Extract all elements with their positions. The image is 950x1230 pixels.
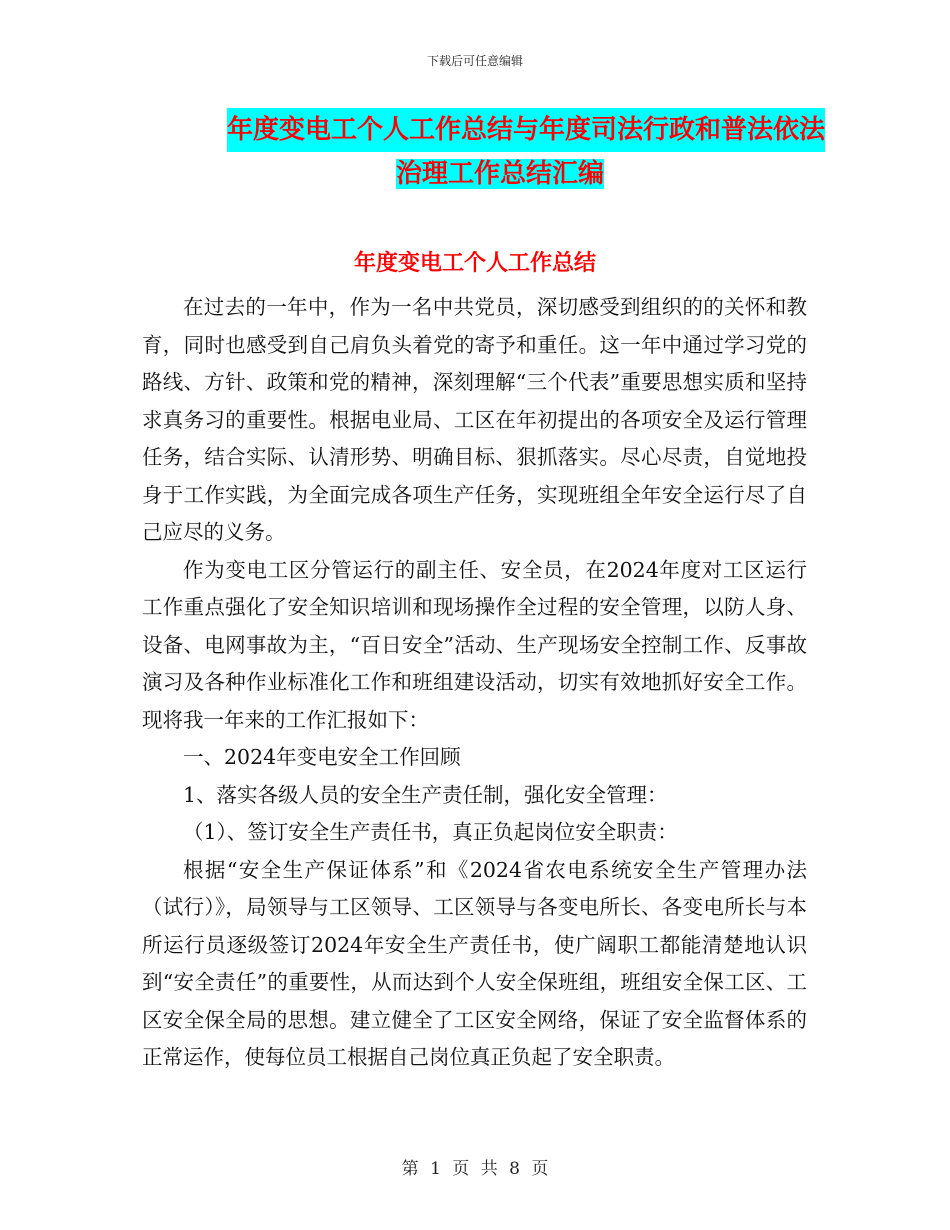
paragraph: 根据“安全生产保证体系”和《2024省农电系统安全生产管理办法（试行）》，局领导与工区领导、工区领导与各变电所长、各变电所长与本所运行员逐级签订2024年安全生产责任书，使广阔职工都能清楚地认识到“安全责任”的重要性，从而达到个人安全保班组，班组安全保工区、工区安全保全局的思想。建立健全了工区安全网络，保证了安全监督体系的正常运作，使每位员工根据自己岗位真正负起了安全职责。 — [142, 857, 807, 1069]
page-footer — [0, 1154, 950, 1179]
document-title-line2: 治理工作总结汇编 — [395, 159, 604, 189]
document-title — [140, 108, 860, 196]
page-number: 第 1 页 共 8 页 — [401, 1159, 549, 1179]
header-note: 下载后可任意编辑 — [426, 54, 523, 68]
paragraph: 在过去的一年中，作为一名中共党员，深切感受到组织的的关怀和教育，同时也感受到自己肩负头着党的寄予和重任。这一年中通过学习党的路线、方针、政策和党的精神，深刻理解“三个代表”重要思想实质和坚持求真务习的重要性。根据电业局、工区在年初提出的各项安全及运行管理任务，结合实际、认清形势、明确目标、狠抓落实。尽心尽责，自觉地投身于工作实践，为全面完成各项生产任务，实现班组全年安全运行尽了自己应尽的义务。 — [142, 295, 807, 544]
body-content — [142, 289, 807, 1077]
section-title: 年度变电工个人工作总结 — [353, 250, 596, 276]
subheading-paragraph: （1）、签订安全生产责任书，真正负起岗位安全职责： — [183, 820, 678, 844]
heading-paragraph: 一、2024年变电安全工作回顾 — [183, 745, 461, 769]
paragraph: 作为变电工区分管运行的副主任、安全员，在2024年度对工区运行工作重点强化了安全知识培训和现场操作全过程的安全管理，以防人身、设备、电网事故为主，“百日安全”活动、生产现场安全控制工作、反事故演习及各种作业标准化工作和班组建设活动，切实有效地抓好安全工作。现将我一年来的工作汇报如下： — [142, 557, 807, 732]
subheading-paragraph: 1、落实各级人员的安全生产责任制，强化安全管理： — [183, 782, 668, 807]
document-title-line1: 年度变电工个人工作总结与年度司法行政和普法依法 — [227, 108, 825, 152]
page-header — [0, 52, 950, 69]
